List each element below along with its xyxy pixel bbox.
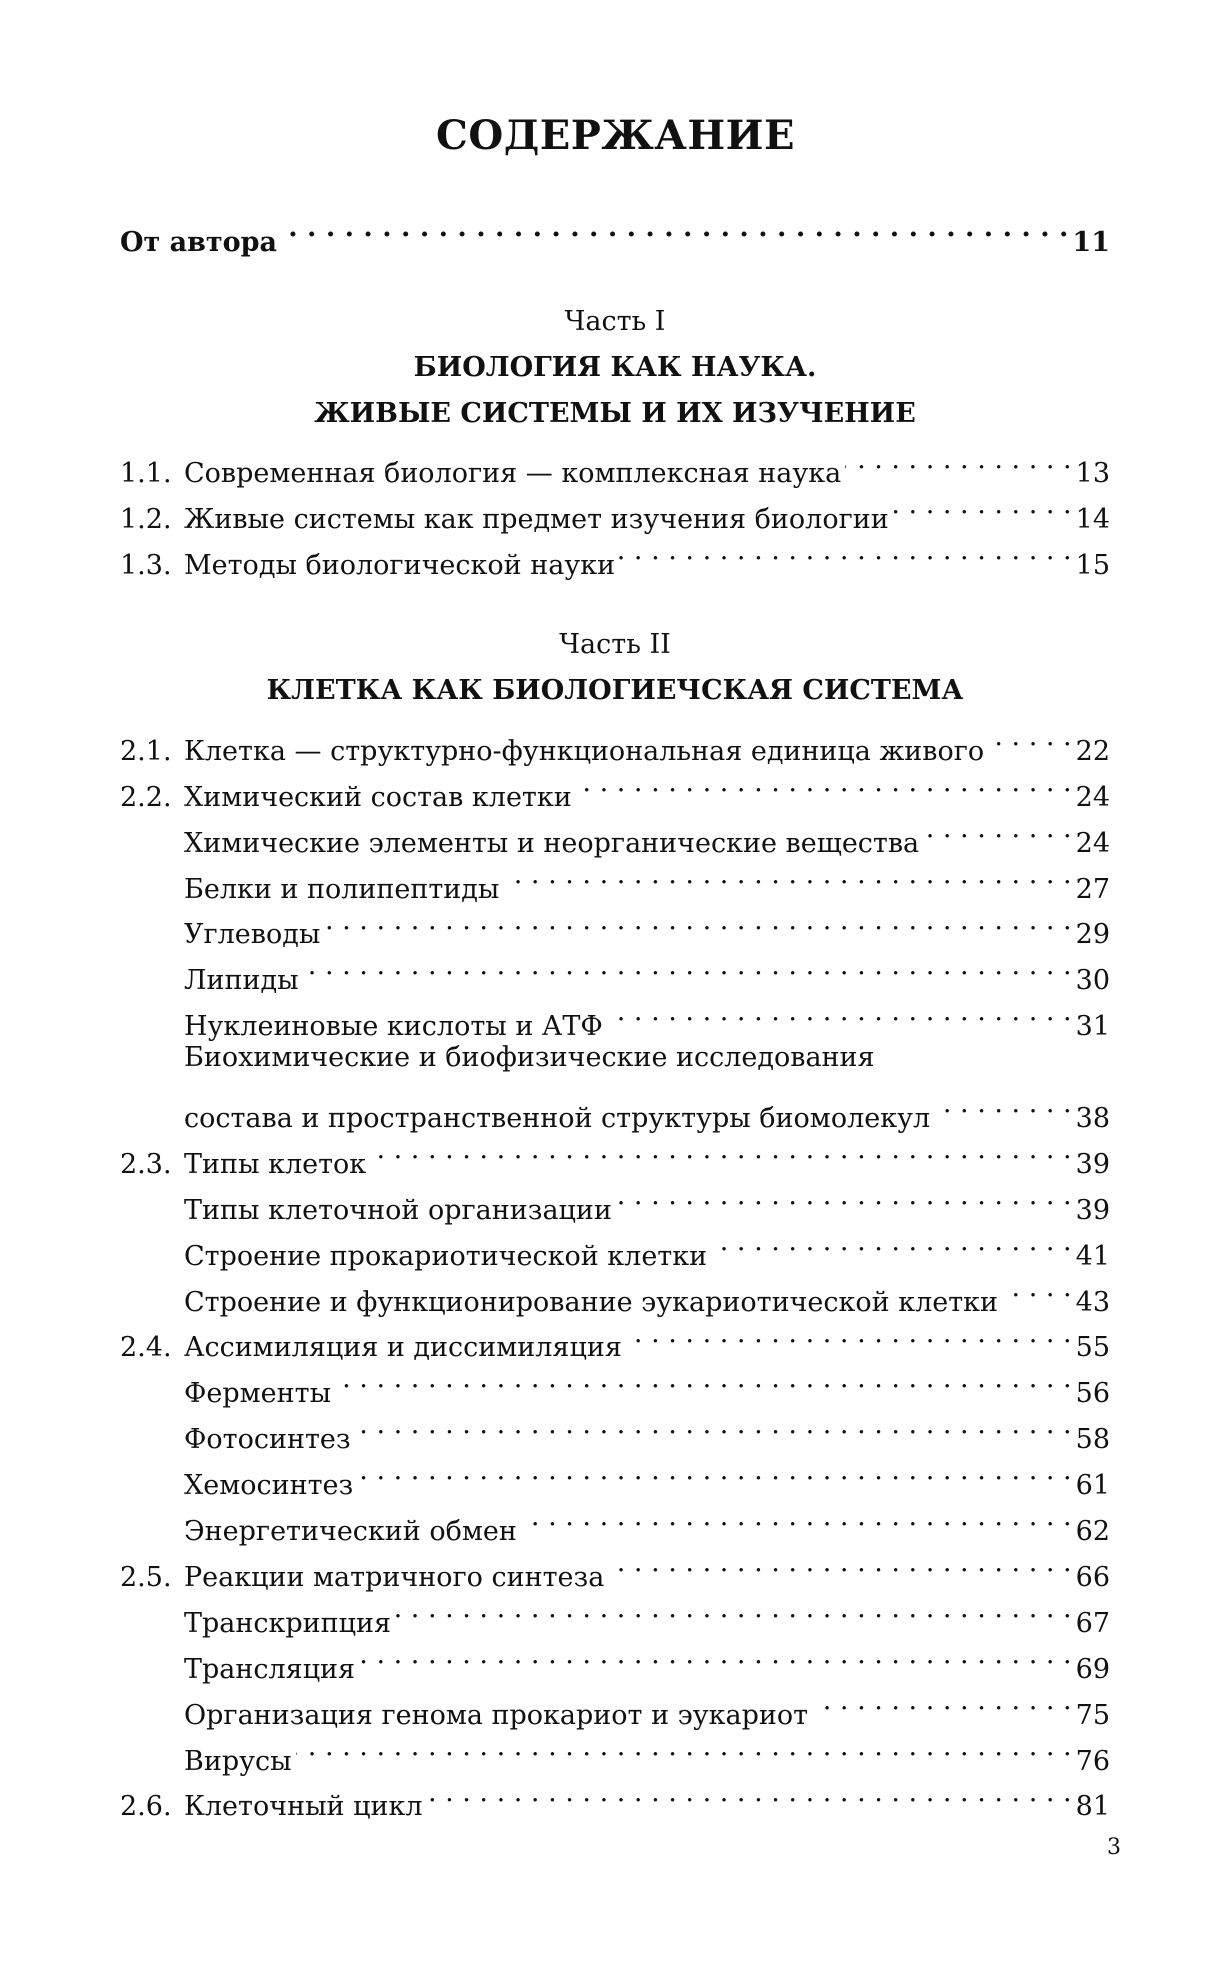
toc-entry-label: Химические элементы и неорганические вещества [184,827,920,859]
toc-entry-label: Методы биологической науки [184,550,616,582]
toc-entry-label: Химический состав клетки [184,781,572,813]
leader-dots [296,1724,1072,1770]
toc-entry-page: 27 [1075,873,1110,905]
toc-entry-page: 69 [1075,1653,1110,1685]
toc-entry-number: 2.2. [120,781,172,813]
toc-entry [120,437,1110,490]
toc-entry-label: Типы клеток [184,1148,367,1180]
toc-entry-label: Ассимиляция и диссимиляция [184,1332,622,1364]
toc-entry-label: Строение прокариотической клетки [184,1240,708,1272]
leader-dots [619,528,1072,574]
toc-entry-page: 55 [1075,1332,1110,1364]
leader-dots [608,1540,1071,1586]
toc-entry-label: Строение и функционирование эукариотической клетки [184,1286,999,1318]
toc-entry-label: Хемосинтез [184,1470,354,1502]
toc-entry-number: 1.2. [120,504,172,536]
toc-entry-page: 61 [1075,1470,1110,1502]
toc-entry-label: Клетка — структурно-функциональная единица живого [184,735,985,767]
page-number: 3 [1107,1835,1121,1860]
toc-entry-page: 31 [1075,1011,1110,1043]
leader-dots [359,1632,1072,1678]
leader-dots [812,1678,1072,1724]
leader-dots [427,1770,1072,1816]
toc-entry-page: 41 [1075,1240,1110,1272]
toc-entry-label: Углеводы [184,919,321,951]
toc-entry-page: 62 [1075,1516,1110,1548]
toc-entry-label: Клеточный цикл [184,1791,423,1823]
leader-dots [281,205,1068,251]
toc-entry-label: Типы клеточной организации [184,1194,612,1226]
leader-dots [576,760,1072,806]
leader-dots [303,943,1072,989]
leader-dots [626,1311,1072,1357]
leader-dots [934,1081,1072,1127]
toc-entry-page: 29 [1075,919,1110,951]
toc-entry-number: 2.4. [120,1332,172,1364]
toc-entry-label: Организация генома прокариот и эукариот [184,1699,809,1731]
leader-dots [607,989,1072,1035]
toc-entry-label: Нуклеиновые кислоты и АТФ [184,1011,603,1043]
table-of-contents [120,205,1110,1823]
toc-entry-label: Энергетический обмен [184,1516,517,1548]
toc-entry-label: Живые системы как предмет изучения биологии [184,504,889,536]
leader-dots [893,482,1072,528]
toc-list-part2 [120,714,1110,1823]
toc-entry [120,1081,1110,1135]
toc-entry-label: Трансляция [184,1653,356,1685]
part-title: БИОЛОГИЯ КАК НАУКА. [413,351,817,383]
toc-list-part1 [120,437,1110,582]
toc-entry-page: 76 [1075,1745,1110,1777]
toc-entry-label: От автора [120,226,278,258]
toc-entry-label: Биохимические и биофизические исследования [184,1042,875,1074]
toc-entry-page: 15 [1075,550,1110,582]
toc-entry-page: 58 [1075,1424,1110,1456]
toc-entry-page: 66 [1075,1561,1110,1593]
leader-dots [324,898,1071,944]
toc-entry-page: 24 [1075,827,1110,859]
toc-entry-page: 11 [1072,226,1110,258]
leader-dots [616,1173,1072,1219]
toc-entry-label: Белки и полипептиды [184,873,500,905]
toc-entry-label: Реакции матричного синтеза [184,1561,605,1593]
toc-entry-number: 1.1. [120,458,172,490]
toc-entry-number: 2.6. [120,1791,172,1823]
leader-dots [357,1448,1071,1494]
toc-entry-page: 22 [1075,735,1110,767]
leader-dots [521,1494,1072,1540]
leader-dots [355,1402,1072,1448]
toc-entry-label: Фотосинтез [184,1424,351,1456]
toc-entry-number: 2.5. [120,1561,172,1593]
toc-entry-page: 39 [1075,1148,1110,1180]
toc-entry-page: 13 [1075,458,1110,490]
leader-dots [335,1356,1072,1402]
leader-dots [395,1586,1072,1632]
toc-entry-label: Ферменты [184,1378,332,1410]
toc-entry-page: 39 [1075,1194,1110,1226]
leader-dots [370,1127,1071,1173]
toc-entry [120,1035,1110,1081]
toc-entry-author [120,205,1110,258]
toc-entry-page: 30 [1075,965,1110,997]
leader-dots [923,806,1071,852]
toc-entry-page: 56 [1075,1378,1110,1410]
toc-entry-label: состава и пространственной структуры биомолекул [184,1103,931,1135]
toc-entry-label: Современная биология — комплексная наука [184,458,842,490]
toc-entry-label: Вирусы [184,1745,292,1777]
toc-entry-number: 2.3. [120,1148,172,1180]
leader-dots [711,1219,1072,1265]
part-title: ЖИВЫЕ СИСТЕМЫ И ИХ ИЗУЧЕНИЕ [314,397,916,429]
toc-entry-label: Липиды [184,965,299,997]
page-title: СОДЕРЖАНИЕ [436,112,795,159]
part-heading: Часть II [559,629,671,661]
leader-dots [1002,1265,1072,1311]
toc-entry-label: Транскрипция [184,1607,392,1639]
toc-entry-page: 43 [1075,1286,1110,1318]
toc-entry-page: 38 [1075,1103,1110,1135]
toc-entry-page: 24 [1075,781,1110,813]
toc-entry-page: 81 [1075,1791,1110,1823]
toc-entry-page: 14 [1075,504,1110,536]
toc-entry [120,714,1110,767]
toc-entry-number: 1.3. [120,550,172,582]
leader-dots [845,437,1071,483]
leader-dots [503,852,1071,898]
part-title: КЛЕТКА КАК БИОЛОГИЕЧСКАЯ СИСТЕМА [266,675,964,707]
leader-dots [988,714,1071,760]
toc-entry-number: 2.1. [120,735,172,767]
toc-entry-page: 67 [1075,1607,1110,1639]
toc-entry-page: 75 [1075,1699,1110,1731]
part-heading: Часть I [564,305,666,337]
